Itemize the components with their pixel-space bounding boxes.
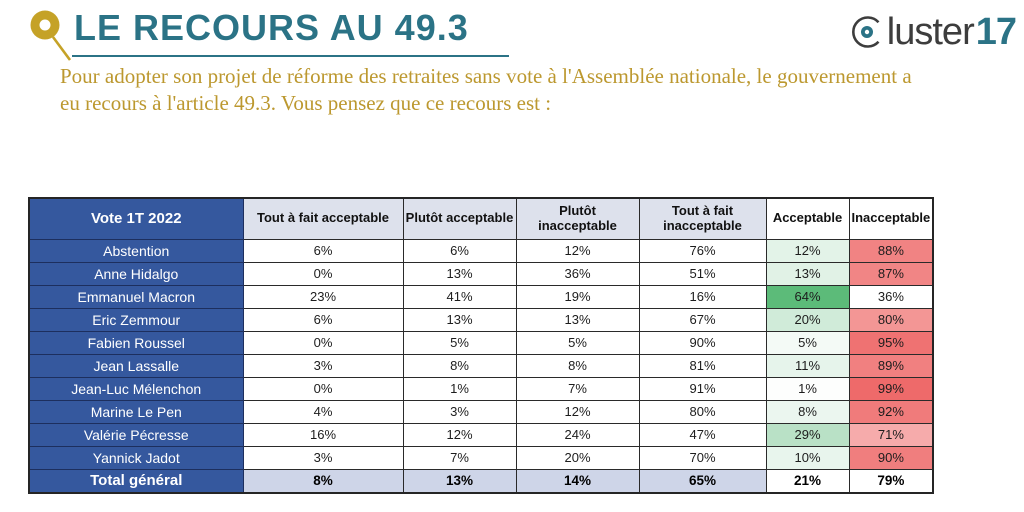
- value-cell: 12%: [403, 423, 516, 446]
- value-cell: 12%: [516, 400, 639, 423]
- table-row: [29, 446, 933, 469]
- survey-question: Pour adopter son projet de réforme des retraites sans vote à l'Assemblée nationale, le gouvernement a eu recours à l'article 49.3. Vous pensez que ce recours est :: [60, 64, 912, 115]
- value-cell: 19%: [516, 285, 639, 308]
- value-cell: 6%: [403, 239, 516, 262]
- value-cell: 3%: [403, 400, 516, 423]
- value-cell: 76%: [639, 239, 766, 262]
- value-cell: 99%: [849, 377, 933, 400]
- value-cell: 8%: [403, 354, 516, 377]
- value-cell: 0%: [243, 262, 403, 285]
- value-cell: 64%: [766, 285, 849, 308]
- value-cell: 87%: [849, 262, 933, 285]
- value-cell: 13%: [766, 262, 849, 285]
- table-row: [29, 377, 933, 400]
- value-cell: 16%: [243, 423, 403, 446]
- value-cell: 12%: [766, 239, 849, 262]
- value-cell: 79%: [849, 469, 933, 493]
- table-row: [29, 262, 933, 285]
- row-label: Eric Zemmour: [29, 308, 243, 331]
- row-label: Abstention: [29, 239, 243, 262]
- value-cell: 8%: [766, 400, 849, 423]
- value-cell: 80%: [639, 400, 766, 423]
- table-row: [29, 331, 933, 354]
- value-cell: 3%: [243, 446, 403, 469]
- value-cell: 16%: [639, 285, 766, 308]
- value-cell: 4%: [243, 400, 403, 423]
- value-cell: 11%: [766, 354, 849, 377]
- value-cell: 71%: [849, 423, 933, 446]
- value-cell: 13%: [403, 262, 516, 285]
- value-cell: 81%: [639, 354, 766, 377]
- value-cell: 13%: [403, 469, 516, 493]
- column-header: Plutôt acceptable: [403, 198, 516, 239]
- value-cell: 92%: [849, 400, 933, 423]
- value-cell: 7%: [516, 377, 639, 400]
- vote-column-header: Vote 1T 2022: [29, 198, 243, 239]
- logo-word: luster: [886, 11, 974, 53]
- value-cell: 1%: [403, 377, 516, 400]
- value-cell: 24%: [516, 423, 639, 446]
- value-cell: 70%: [639, 446, 766, 469]
- value-cell: 12%: [516, 239, 639, 262]
- value-cell: 23%: [243, 285, 403, 308]
- value-cell: 10%: [766, 446, 849, 469]
- value-cell: 8%: [516, 354, 639, 377]
- column-header: Acceptable: [766, 198, 849, 239]
- value-cell: 41%: [403, 285, 516, 308]
- row-label: Fabien Roussel: [29, 331, 243, 354]
- column-header: Tout à fait inacceptable: [639, 198, 766, 239]
- table-row: [29, 354, 933, 377]
- value-cell: 91%: [639, 377, 766, 400]
- value-cell: 8%: [243, 469, 403, 493]
- value-cell: 0%: [243, 331, 403, 354]
- value-cell: 13%: [516, 308, 639, 331]
- value-cell: 21%: [766, 469, 849, 493]
- row-label: Anne Hidalgo: [29, 262, 243, 285]
- value-cell: 13%: [403, 308, 516, 331]
- value-cell: 1%: [766, 377, 849, 400]
- value-cell: 90%: [849, 446, 933, 469]
- table-row: [29, 239, 933, 262]
- column-header: Inacceptable: [849, 198, 933, 239]
- value-cell: 65%: [639, 469, 766, 493]
- results-table: [28, 197, 934, 494]
- value-cell: 88%: [849, 239, 933, 262]
- table-row: [29, 308, 933, 331]
- row-label: Total général: [29, 469, 243, 493]
- magnifier-icon: [26, 6, 74, 64]
- value-cell: 0%: [243, 377, 403, 400]
- row-label: Marine Le Pen: [29, 400, 243, 423]
- value-cell: 3%: [243, 354, 403, 377]
- value-cell: 51%: [639, 262, 766, 285]
- header-row: [29, 198, 933, 239]
- logo-c-icon: [851, 8, 886, 56]
- value-cell: 95%: [849, 331, 933, 354]
- row-label: Yannick Jadot: [29, 446, 243, 469]
- value-cell: 14%: [516, 469, 639, 493]
- page-title: LE RECOURS AU 49.3: [72, 4, 509, 57]
- value-cell: 5%: [766, 331, 849, 354]
- total-row: [29, 469, 933, 493]
- value-cell: 67%: [639, 308, 766, 331]
- row-label: Valérie Pécresse: [29, 423, 243, 446]
- value-cell: 80%: [849, 308, 933, 331]
- table-row: [29, 423, 933, 446]
- value-cell: 20%: [516, 446, 639, 469]
- value-cell: 47%: [639, 423, 766, 446]
- value-cell: 5%: [516, 331, 639, 354]
- row-label: Emmanuel Macron: [29, 285, 243, 308]
- value-cell: 36%: [516, 262, 639, 285]
- value-cell: 36%: [849, 285, 933, 308]
- value-cell: 6%: [243, 239, 403, 262]
- value-cell: 7%: [403, 446, 516, 469]
- table-row: [29, 400, 933, 423]
- table-row: [29, 285, 933, 308]
- value-cell: 6%: [243, 308, 403, 331]
- value-cell: 29%: [766, 423, 849, 446]
- value-cell: 20%: [766, 308, 849, 331]
- logo-number: 17: [975, 11, 1016, 53]
- row-label: Jean-Luc Mélenchon: [29, 377, 243, 400]
- value-cell: 5%: [403, 331, 516, 354]
- row-label: Jean Lassalle: [29, 354, 243, 377]
- column-header: Plutôt inacceptable: [516, 198, 639, 239]
- cluster17-logo: [851, 8, 1016, 56]
- value-cell: 90%: [639, 331, 766, 354]
- value-cell: 89%: [849, 354, 933, 377]
- column-header: Tout à fait acceptable: [243, 198, 403, 239]
- title-block: [26, 4, 509, 64]
